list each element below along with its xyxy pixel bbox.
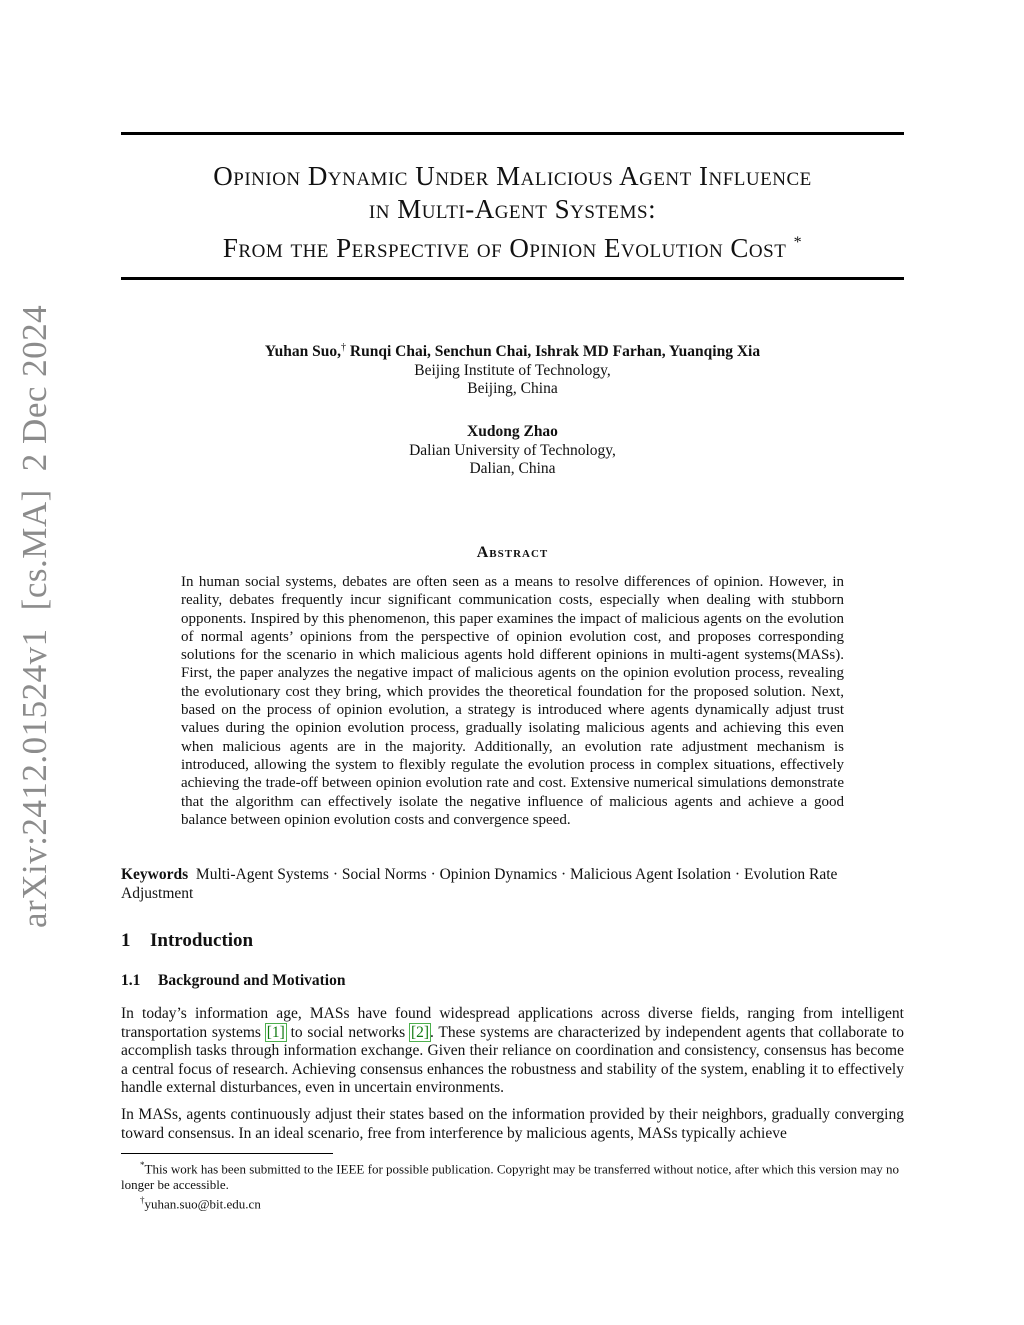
author-names-2: Xudong Zhao xyxy=(467,423,558,440)
author-names-after-mark: Runqi Chai, Senchun Chai, Ishrak MD Farhan, Yuanqing Xia xyxy=(346,343,761,361)
section-number: 1 xyxy=(121,930,131,951)
affiliation-2-line-2: Dalian, China xyxy=(469,460,556,477)
author-block-1 xyxy=(121,339,904,399)
citation-link-2[interactable]: [2] xyxy=(410,1023,430,1041)
footnote-2-email[interactable]: yuhan.suo@bit.edu.cn xyxy=(144,1196,261,1212)
footnote-1 xyxy=(121,1157,904,1193)
arxiv-id: arXiv:2412.01524v1 xyxy=(15,628,54,928)
affiliation-1-line-2: Beijing, China xyxy=(467,380,558,398)
subsection-heading-background xyxy=(121,972,345,990)
footnote-2-mark: † xyxy=(140,1195,145,1205)
title-line-2: in Multi-Agent Systems: xyxy=(368,194,657,224)
affiliation-2-line-1: Dalian University of Technology, xyxy=(409,441,616,459)
section-heading-introduction xyxy=(121,930,253,952)
footnote-2 xyxy=(121,1192,904,1212)
abstract-heading: Abstract xyxy=(476,544,549,561)
keywords-text: Multi-Agent Systems · Social Norms · Opinion Dynamics · Malicious Agent Isolation · Evolution Rate Adjustment xyxy=(121,866,838,902)
title-footnote-mark[interactable]: * xyxy=(793,234,803,251)
body-paragraph-1 xyxy=(121,1005,904,1098)
arxiv-date: 2 Dec 2024 xyxy=(15,304,54,472)
footnote-1-mark: * xyxy=(140,1160,145,1170)
footnote-separator xyxy=(121,1153,333,1154)
title-line-3-text: From the Perspective of Opinion Evolution Cost xyxy=(222,233,787,263)
subsection-number: 1.1 xyxy=(121,972,141,989)
author-block-2 xyxy=(121,423,904,479)
para1-text-1: In today’s information age, MASs have found widespread applications across diverse fields, ranging from intelligent transportation systems xyxy=(121,1005,904,1041)
keywords xyxy=(121,866,904,903)
citation-link-1[interactable]: [1] xyxy=(266,1023,285,1041)
body-paragraph-2: In MASs, agents continuously adjust their states based on the information provided by their neighbors, gradually converging toward consensus. In an ideal scenario, free from interference by malicious agents, MASs typically achieve xyxy=(121,1106,904,1142)
author-names-before-mark: Yuhan Suo, xyxy=(264,343,342,361)
para1-text-3: . These systems are characterized by independent agents that collaborate to accomplish tasks through information exchange. Given their reliance on coordination and consistency, consensus has become a central focus of research. Achieving consensus enhances the robustness and stability of the system, enabling it to effectively handle external disturbances, even in uncertain environments. xyxy=(121,1023,904,1096)
author-footnote-mark[interactable]: † xyxy=(341,342,347,353)
footnote-1-text: This work has been submitted to the IEEE for possible publication. Copyright may be transferred without notice, after which this version may no longer be accessible. xyxy=(121,1161,900,1193)
affiliation-1-line-1: Beijing Institute of Technology, xyxy=(414,361,611,379)
arxiv-category: [cs.MA] xyxy=(15,489,54,611)
title-line-3 xyxy=(121,226,904,265)
subsection-title: Background and Motivation xyxy=(158,972,346,989)
section-title: Introduction xyxy=(150,930,254,951)
paper-title xyxy=(121,160,904,265)
title-bottom-rule xyxy=(121,277,904,280)
title-line-1: Opinion Dynamic Under Malicious Agent Influence xyxy=(213,161,812,191)
title-top-rule xyxy=(121,132,904,135)
author-names-1 xyxy=(121,339,904,362)
abstract-text: In human social systems, debates are often seen as a means to resolve differences of opinion. However, in reality, debates frequently incur significant communication costs, especially when dealing with stubborn opponents. Inspired by this phenomenon, this paper examines the impact of malicious agents on the evolution of normal agents’ opinions from the perspective of opinion evolution cost, and proposes corresponding solutions for the scenario in which malicious agents hold different opinions in multi-agent systems(MASs). First, the paper analyzes the negative impact of malicious agents on the opinion evolution process, revealing the evolutionary cost they bring, which provides the theoretical foundation for the proposed solution. Next, based on the process of opinion evolution, a strategy is introduced where agents dynamically adjust trust values during the opinion evolution process, gradually isolating malicious agents and achieving this even when malicious agents are in the majority. Additionally, an evolution rate adjustment mechanism is introduced, allowing the system to flexibly regulate the evolution process in complex situations, effectively achieving the trade-off between opinion evolution rate and cost. Extensive numerical simulations demonstrate that the algorithm can effectively isolate the negative influence of malicious agents and achieve a good balance between opinion evolution costs and convergence speed. xyxy=(181,574,844,828)
keywords-label: Keywords xyxy=(121,866,189,883)
para1-text-2: to social networks xyxy=(285,1023,410,1041)
arxiv-identifier-stamp xyxy=(10,304,60,928)
